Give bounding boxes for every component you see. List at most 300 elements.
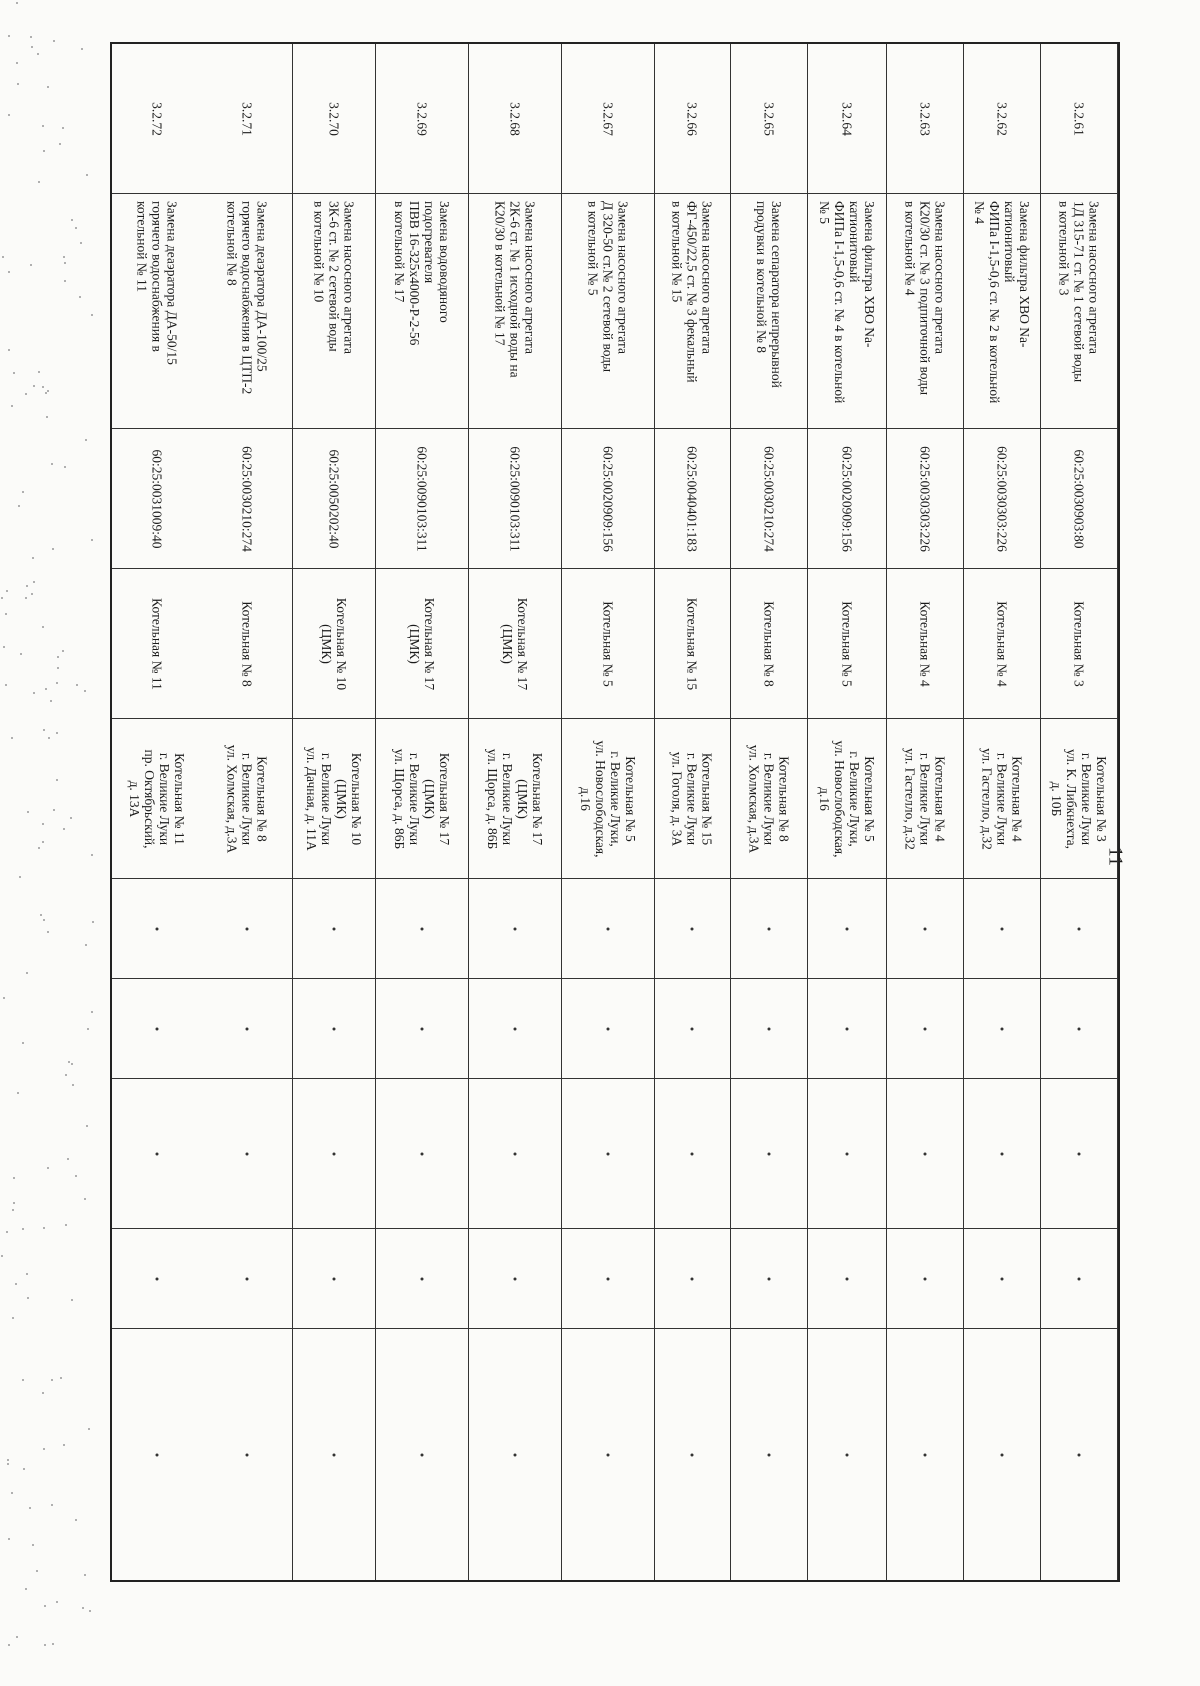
scan-speck: [64, 262, 66, 264]
scan-speck: [20, 653, 22, 655]
cell-empty: [293, 1329, 376, 1580]
scan-speck: [51, 1504, 53, 1506]
cell-empty: [293, 1229, 376, 1329]
cell-empty: [293, 879, 376, 979]
scan-speck: [17, 83, 19, 85]
cell-empty: [112, 1329, 202, 1580]
empty-mark: [421, 927, 424, 930]
scan-speck: [46, 416, 48, 418]
scan-speck: [38, 181, 40, 183]
scan-speck: [67, 1158, 69, 1160]
cell-work-text: Замена деаэратора ДА-50/15 горячего водоснабжения в котельной № 11: [134, 201, 180, 365]
scan-speck: [65, 1224, 67, 1226]
scan-speck: [8, 35, 10, 37]
cell-address-text: Котельная № 3 г. Великие Луки ул. К. Либкнехта, д. 10Б: [1049, 748, 1110, 849]
scan-speck: [53, 40, 55, 42]
scan-speck: [51, 463, 53, 465]
cell-empty: [1041, 1229, 1117, 1329]
scan-speck: [60, 1377, 62, 1379]
empty-mark: [514, 1152, 517, 1155]
scan-speck: [42, 823, 44, 825]
cell-boiler: [1041, 569, 1117, 719]
cell-boiler-text: Котельная № 15: [684, 597, 700, 690]
cell-cadastral: [112, 429, 202, 569]
scan-speck: [42, 1392, 44, 1394]
empty-mark: [333, 1277, 336, 1280]
cell-work-text: Замена фильтра ХВО Na- катионитовый ФИПа I-1,5-0,6 ст. № 4 в котельной № 5: [817, 201, 878, 404]
scan-speck: [47, 931, 49, 933]
empty-mark: [768, 927, 771, 930]
cell-empty: [1041, 879, 1117, 979]
cell-address-text: Котельная № 5 г. Великие Луки, ул. Новослободская, д.16: [817, 739, 878, 857]
empty-mark: [514, 927, 517, 930]
scan-speck: [16, 1636, 18, 1638]
cell-boiler: [376, 569, 468, 719]
scan-speck: [13, 1177, 15, 1179]
cell-work-text: Замена насосного агрегата 1Д 315-71 ст. № 1 сетевой воды в котельной № 3: [1056, 201, 1102, 383]
cell-num-text: 3.2.62: [994, 101, 1010, 136]
scan-speck: [31, 46, 33, 48]
cell-empty: [202, 1079, 291, 1229]
empty-mark: [156, 927, 159, 930]
cell-boiler-text: Котельная № 3: [1071, 600, 1087, 687]
cell-cadastral-text: 60:25:0090103:311: [507, 445, 523, 552]
cell-work-text: Замена сепаратора непрерывной продувки в котельной № 8: [754, 201, 785, 388]
empty-mark: [1001, 1453, 1004, 1456]
empty-mark: [606, 1027, 609, 1030]
scan-speck: [79, 296, 81, 298]
cell-cadastral-text: 60:25:0090103:311: [414, 445, 430, 552]
scan-speck: [47, 86, 49, 88]
scan-speck: [22, 1228, 24, 1230]
scan-speck: [43, 729, 45, 731]
cell-empty: [202, 1229, 291, 1329]
empty-mark: [421, 1027, 424, 1030]
scan-speck: [16, 2, 18, 4]
empty-mark: [691, 1453, 694, 1456]
cell-address-text: Котельная № 4 г. Великие Луки ул. Гастелло, д.32: [979, 747, 1025, 850]
empty-mark: [924, 1453, 927, 1456]
cell-empty: [1041, 1329, 1117, 1580]
cell-empty: [469, 1079, 561, 1229]
empty-mark: [606, 1277, 609, 1280]
cell-empty: [655, 879, 731, 979]
cell-boiler: [202, 569, 291, 719]
cell-cadastral: [469, 429, 561, 569]
cell-empty: [808, 979, 886, 1079]
cell-work: [887, 194, 963, 429]
cell-address-text: Котельная № 17 (ЦМК) г. Великие Луки ул. Щорса, д. 86Б: [485, 748, 546, 849]
cell-boiler: [112, 569, 202, 719]
cell-empty: [887, 1229, 963, 1329]
cell-num: [808, 44, 886, 194]
scan-speck: [43, 1227, 45, 1229]
scan-speck: [11, 737, 13, 739]
cell-num: [376, 44, 468, 194]
table-row: [655, 44, 732, 1580]
empty-mark: [1078, 1027, 1081, 1030]
cell-address: [1041, 719, 1117, 879]
empty-mark: [768, 1027, 771, 1030]
cell-empty: [731, 1229, 807, 1329]
scan-speck: [70, 817, 72, 819]
cell-address-text: Котельная № 10 (ЦМК) г. Великие Луки ул. Дачная, д. 11А: [304, 746, 365, 851]
cell-empty: [964, 979, 1040, 1079]
empty-mark: [846, 1277, 849, 1280]
cell-cadastral-text: 60:25:0020909:156: [600, 445, 616, 552]
empty-mark: [156, 1027, 159, 1030]
cell-address: [293, 719, 376, 879]
cell-address-text: Котельная № 8 г. Великие Луки ул. Холмская, д.3А: [224, 744, 270, 853]
empty-mark: [1078, 1277, 1081, 1280]
scan-speck: [3, 997, 5, 999]
cell-work-text: Замена насосного агрегата Д 320-50 ст.№ 2 сетевой воды в котельной № 5: [585, 201, 631, 373]
scan-speck: [52, 1643, 54, 1645]
cell-cadastral-text: 60:25:0050202:40: [326, 448, 342, 548]
cell-work: [469, 194, 561, 429]
cell-empty: [376, 1229, 468, 1329]
cell-empty: [202, 879, 291, 979]
table-row: [1041, 44, 1118, 1580]
scan-speck: [2, 256, 4, 258]
cell-address: [655, 719, 731, 879]
table-row: [887, 44, 964, 1580]
cell-empty: [562, 1329, 654, 1580]
scan-speck: [57, 667, 59, 669]
empty-mark: [246, 1152, 249, 1155]
cell-empty: [112, 1079, 202, 1229]
cell-empty: [293, 979, 376, 1079]
scan-speck: [76, 684, 78, 686]
cell-cadastral: [964, 429, 1040, 569]
table-row: [376, 44, 469, 1580]
scan-speck: [1, 597, 3, 599]
cell-address: [202, 719, 291, 879]
cell-boiler: [964, 569, 1040, 719]
cell-num: [655, 44, 731, 194]
scan-speck: [22, 491, 24, 493]
cell-num: [887, 44, 963, 194]
scan-speck: [1, 1255, 3, 1257]
cell-cadastral-text: 60:25:0030303:226: [917, 445, 933, 552]
scan-speck: [26, 1273, 28, 1275]
scan-speck: [37, 53, 39, 55]
empty-mark: [691, 927, 694, 930]
cell-num: [202, 44, 291, 194]
scan-speck: [7, 1459, 9, 1461]
cell-boiler: [808, 569, 886, 719]
cell-num: [964, 44, 1040, 194]
empty-mark: [691, 1027, 694, 1030]
scan-speck: [38, 847, 40, 849]
cell-cadastral: [376, 429, 468, 569]
cell-work-text: Замена насосного агрегата ФГ-450/22,5 ст. № 3 фекальный в котельной № 15: [669, 201, 715, 383]
cell-empty: [964, 1079, 1040, 1229]
cell-boiler-text: Котельная № 4: [994, 600, 1010, 687]
scan-speck: [33, 581, 35, 583]
scan-speck: [71, 219, 73, 221]
scan-speck: [71, 1063, 73, 1065]
scan-speck: [62, 127, 64, 129]
scan-speck: [84, 1198, 86, 1200]
empty-mark: [768, 1453, 771, 1456]
empty-mark: [846, 927, 849, 930]
scan-speck: [25, 1588, 27, 1590]
empty-mark: [691, 1152, 694, 1155]
scan-speck: [52, 548, 54, 550]
cell-empty: [964, 1329, 1040, 1580]
scan-speck: [5, 613, 7, 615]
cell-empty: [469, 1329, 561, 1580]
cell-address-text: Котельная № 15 г. Великие Луки ул. Гоголя, д. 3А: [669, 751, 715, 846]
scan-speck: [43, 150, 45, 152]
cell-num: [112, 44, 202, 194]
scan-speck: [57, 656, 59, 658]
scan-speck: [27, 1297, 29, 1299]
empty-mark: [246, 1453, 249, 1456]
scan-speck: [16, 62, 18, 64]
cell-empty: [376, 979, 468, 1079]
empty-mark: [924, 1152, 927, 1155]
scan-speck: [91, 854, 93, 856]
cell-cadastral-text: 60:25:0030210:274: [239, 445, 255, 552]
cell-num-text: 3.2.64: [839, 101, 855, 136]
scan-speck: [22, 1042, 24, 1044]
cell-num-text: 3.2.70: [326, 101, 342, 136]
cell-empty: [655, 1079, 731, 1229]
cell-num-text: 3.2.66: [684, 101, 700, 136]
cell-empty: [1041, 979, 1117, 1079]
scan-speck: [85, 944, 87, 946]
cell-empty: [887, 1079, 963, 1229]
scan-speck: [64, 280, 66, 282]
scan-speck: [45, 688, 47, 690]
cell-boiler: [731, 569, 807, 719]
scan-speck: [26, 585, 28, 587]
scan-speck: [84, 1574, 86, 1576]
scan-speck: [81, 48, 83, 50]
scan-speck: [47, 390, 49, 392]
table-row: [562, 44, 655, 1580]
scan-speck: [92, 921, 94, 923]
cell-num: [469, 44, 561, 194]
cell-num-text: 3.2.63: [917, 101, 933, 136]
cell-work: [112, 194, 202, 429]
table-row: [731, 44, 808, 1580]
scan-speck: [5, 684, 7, 686]
empty-mark: [156, 1277, 159, 1280]
scan-speck: [87, 1028, 89, 1030]
scan-speck: [91, 539, 93, 541]
scan-speck: [8, 349, 10, 351]
scan-speck: [43, 919, 45, 921]
scan-speck: [8, 114, 10, 116]
cell-num-text: 3.2.72: [149, 101, 165, 136]
cell-num-text: 3.2.71: [239, 101, 255, 136]
works-table: [110, 42, 1120, 1582]
empty-mark: [246, 927, 249, 930]
scan-speck: [91, 314, 93, 316]
scan-speck: [6, 590, 8, 592]
scan-speck: [29, 1507, 31, 1509]
scan-speck: [59, 143, 61, 145]
empty-mark: [514, 1277, 517, 1280]
scan-speck: [47, 1167, 49, 1169]
scan-speck: [62, 650, 64, 652]
scan-speck: [42, 386, 44, 388]
cell-boiler-text: Котельная № 11: [149, 597, 165, 690]
scan-speck: [50, 700, 52, 702]
cell-empty: [469, 879, 561, 979]
empty-mark: [333, 1027, 336, 1030]
scan-speck: [38, 371, 40, 373]
empty-mark: [1001, 1152, 1004, 1155]
empty-mark: [333, 927, 336, 930]
cell-empty: [655, 979, 731, 1079]
scan-speck: [56, 1601, 58, 1603]
cell-empty: [469, 1229, 561, 1329]
cell-boiler: [562, 569, 654, 719]
cell-empty: [964, 879, 1040, 979]
cell-cadastral-text: 60:25:0030303:226: [994, 445, 1010, 552]
scan-speck: [13, 372, 15, 374]
cell-empty: [202, 979, 291, 1079]
cell-cadastral: [808, 429, 886, 569]
table-row: [808, 44, 887, 1580]
empty-mark: [421, 1152, 424, 1155]
cell-address: [731, 719, 807, 879]
scan-speck: [63, 828, 65, 830]
scan-speck: [88, 1428, 90, 1430]
cell-num-text: 3.2.68: [507, 101, 523, 136]
scan-speck: [72, 1084, 74, 1086]
cell-address: [469, 719, 561, 879]
empty-mark: [1001, 927, 1004, 930]
scan-speck: [32, 1544, 34, 1546]
cell-address-text: Котельная № 4 г. Великие Луки ул. Гастелло, д.32: [902, 747, 948, 850]
cell-cadastral: [655, 429, 731, 569]
empty-mark: [606, 1453, 609, 1456]
scan-speck: [22, 1379, 24, 1381]
cell-work-text: Замена деаэратора ДА-100/25 горячего водоснабжения в ЦТП-2 котельной № 8: [224, 201, 270, 395]
scan-speck: [51, 1379, 53, 1381]
empty-mark: [846, 1027, 849, 1030]
empty-mark: [768, 1277, 771, 1280]
cell-cadastral-text: 60:25:0031009:40: [149, 448, 165, 548]
scan-speck: [19, 876, 21, 878]
cell-address: [562, 719, 654, 879]
cell-address: [376, 719, 468, 879]
empty-mark: [606, 927, 609, 930]
cell-boiler: [293, 569, 376, 719]
cell-work-text: Замена насосного агрегата 3К-6 ст. № 2 сетевой воды в котельной № 10: [311, 201, 357, 354]
empty-mark: [156, 1453, 159, 1456]
scan-speck: [44, 1605, 46, 1607]
scan-speck: [56, 779, 58, 781]
cell-empty: [112, 879, 202, 979]
scan-speck: [12, 1317, 14, 1319]
scan-speck: [44, 1644, 46, 1646]
scan-speck: [43, 1448, 45, 1450]
cell-boiler: [887, 569, 963, 719]
empty-mark: [514, 1027, 517, 1030]
cell-empty: [808, 1079, 886, 1229]
scan-speck: [11, 1492, 13, 1494]
cell-boiler-text: Котельная № 10 (ЦМК): [319, 597, 350, 690]
scan-speck: [33, 385, 35, 387]
cell-work-text: Замена водоводяного подогревателя ПВВ 16-325х4000-Р-2-56 в котельной № 17: [392, 201, 453, 346]
scan-speck: [75, 227, 77, 229]
table-row: [964, 44, 1041, 1580]
scan-speck: [85, 439, 87, 441]
cell-work: [655, 194, 731, 429]
scan-speck: [80, 242, 82, 244]
cell-num-text: 3.2.61: [1071, 101, 1087, 136]
cell-boiler-text: Котельная № 5: [839, 600, 855, 687]
table-row: [469, 44, 562, 1580]
cell-empty: [731, 1329, 807, 1580]
cell-boiler-text: Котельная № 8: [239, 600, 255, 687]
empty-mark: [333, 1152, 336, 1155]
table-row: [202, 44, 292, 1580]
cell-work: [1041, 194, 1117, 429]
cell-empty: [964, 1229, 1040, 1329]
empty-mark: [846, 1152, 849, 1155]
empty-mark: [514, 1453, 517, 1456]
cell-work: [964, 194, 1040, 429]
cell-address-text: Котельная № 5 г. Великие Луки, ул. Новослободская, д.16: [577, 739, 638, 857]
page-number: 11: [1104, 846, 1127, 867]
empty-mark: [1078, 1152, 1081, 1155]
cell-num-text: 3.2.65: [761, 101, 777, 136]
empty-mark: [606, 1152, 609, 1155]
cell-empty: [887, 879, 963, 979]
cell-address: [887, 719, 963, 879]
scan-speck: [18, 505, 20, 507]
cell-address-text: Котельная № 17 (ЦМК) г. Великие Луки ул. Щорса, д. 86Б: [392, 748, 453, 849]
cell-empty: [562, 1229, 654, 1329]
cell-boiler-text: Котельная № 4: [917, 600, 933, 687]
cell-empty: [202, 1329, 291, 1580]
scan-speck: [13, 1202, 15, 1204]
scan-speck: [68, 1061, 70, 1063]
scan-speck: [82, 1607, 84, 1609]
cell-work: [202, 194, 291, 429]
empty-mark: [333, 1453, 336, 1456]
cell-empty: [808, 879, 886, 979]
cell-address: [112, 719, 202, 879]
cell-address-text: Котельная № 11 г. Великие Луки пр. Октябрьский, д. 13А: [127, 749, 188, 848]
cell-empty: [562, 879, 654, 979]
scan-speck: [32, 557, 34, 559]
scan-speck: [6, 1231, 8, 1233]
cell-work-text: Замена насосного агрегата К20/30 ст. № 3 подпиточной воды в котельной № 4: [902, 201, 948, 396]
cell-work-text: Замена фильтра ХВО Na- катионитовый ФИПа I-1,5-0,6 ст. № 2 в котельной № 4: [972, 201, 1033, 404]
cell-empty: [469, 979, 561, 1079]
cell-num-text: 3.2.69: [414, 101, 430, 136]
cell-cadastral-text: 60:25:0030903:80: [1071, 448, 1087, 548]
cell-cadastral: [1041, 429, 1117, 569]
cell-work: [376, 194, 468, 429]
scan-speck: [8, 271, 10, 273]
empty-mark: [246, 1027, 249, 1030]
scan-speck: [30, 36, 32, 38]
cell-empty: [562, 979, 654, 1079]
cell-empty: [887, 979, 963, 1079]
scan-speck: [31, 593, 33, 595]
cell-num: [293, 44, 376, 194]
cell-cadastral: [887, 429, 963, 569]
